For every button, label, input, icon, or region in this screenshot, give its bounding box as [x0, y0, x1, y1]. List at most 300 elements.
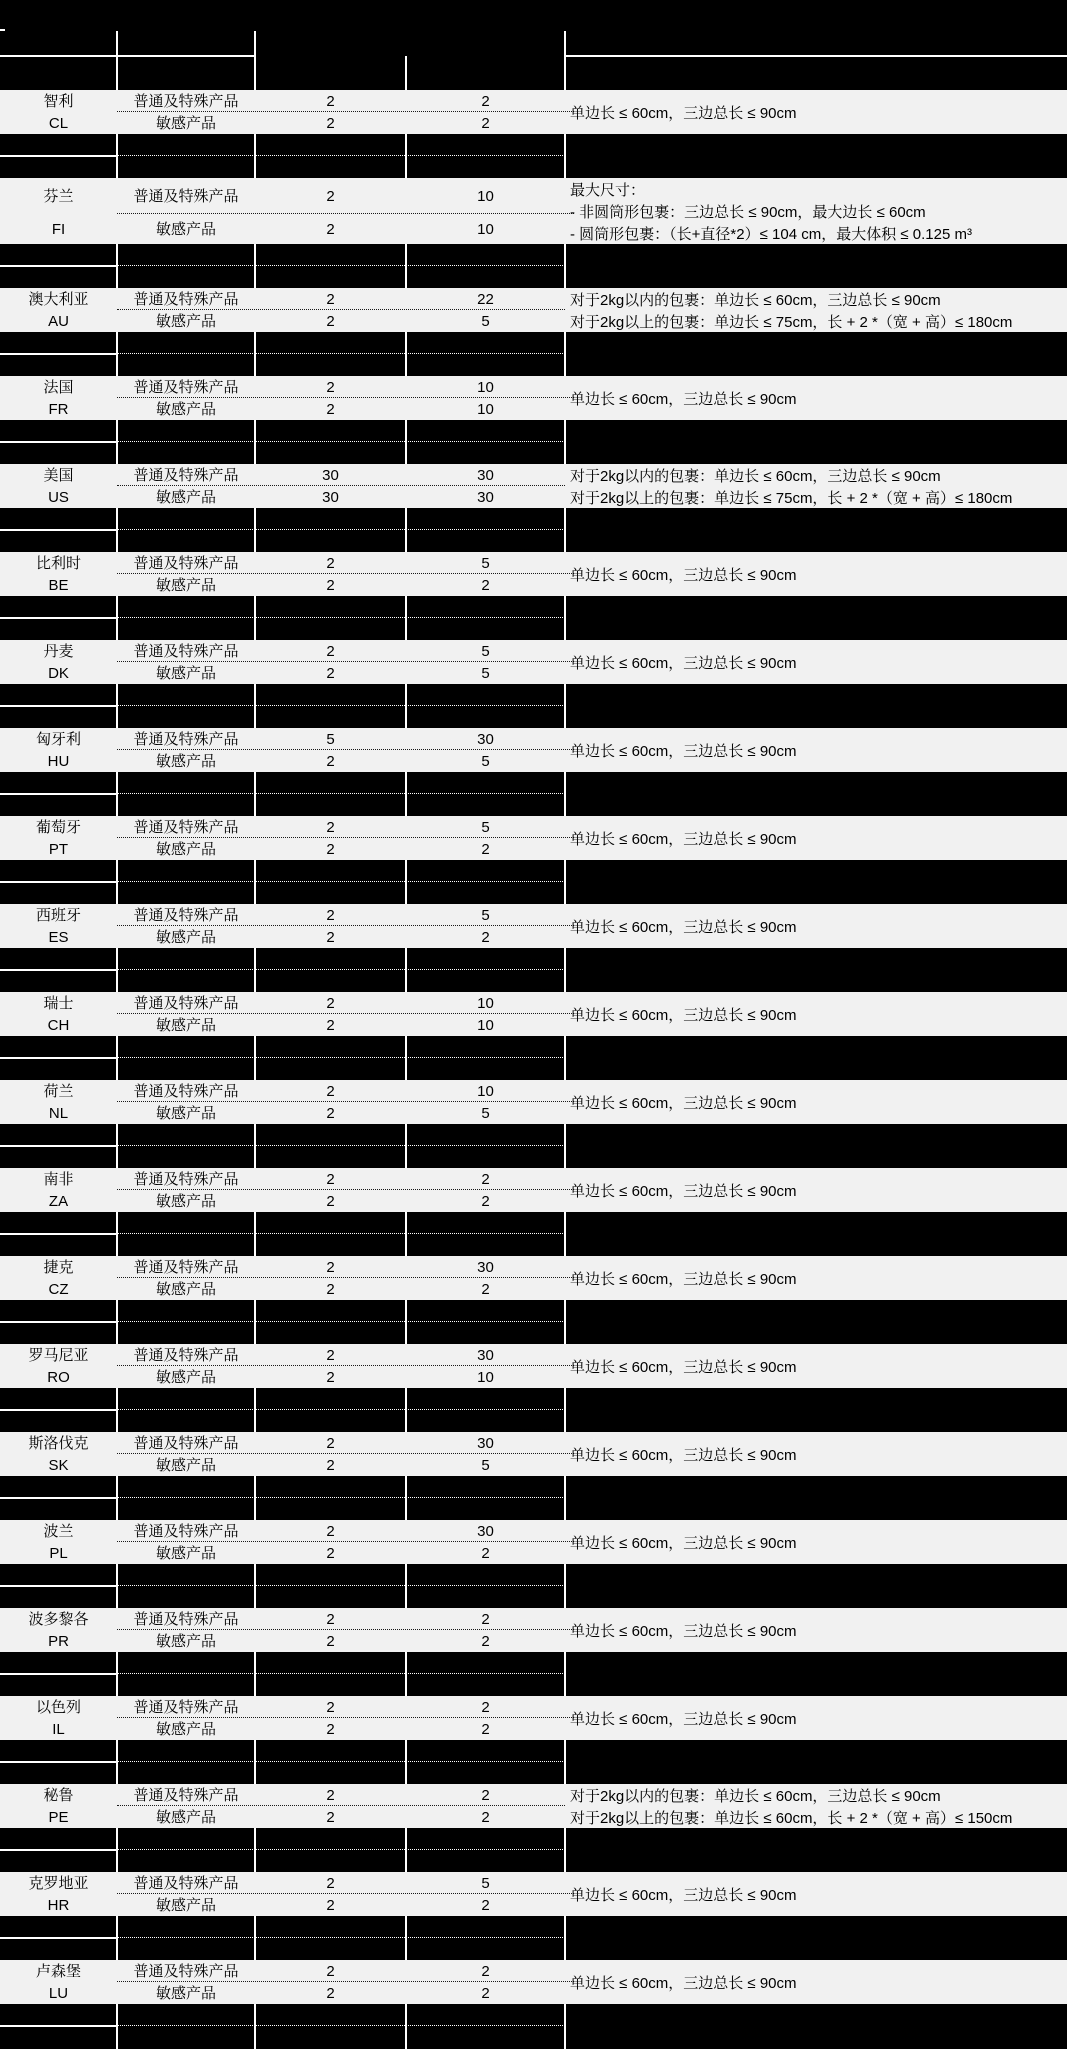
normal-value-2: 5	[481, 906, 490, 924]
size-limits-cell	[565, 1520, 1067, 1564]
grid-line	[405, 1652, 407, 1696]
sensitive-value-2: 5	[481, 664, 490, 682]
table-body	[0, 90, 1067, 2049]
grid-line	[564, 55, 1067, 57]
product-type-sensitive-label: 敏感产品	[155, 114, 216, 132]
row-divider-dotted-line	[117, 1981, 574, 1982]
normal-value-2: 30	[477, 1346, 494, 1364]
grid-line	[405, 1388, 407, 1432]
grid-line	[405, 948, 407, 992]
country-code: CL	[48, 114, 69, 132]
country-name: 丹麦	[43, 642, 74, 660]
grid-line	[116, 1388, 118, 1432]
grid-line	[564, 1740, 566, 1784]
grid-line	[254, 244, 256, 288]
product-type-sensitive-label: 敏感产品	[155, 488, 216, 506]
grid-line	[564, 134, 566, 178]
grid-line	[564, 508, 566, 552]
sensitive-value-1: 2	[326, 1104, 335, 1122]
size-limit-line: 单边长 ≤ 60cm，三边总长 ≤ 90cm	[570, 1710, 797, 1728]
grid-line	[116, 1212, 118, 1256]
separator-dotted-line	[117, 1761, 565, 1762]
grid-line	[0, 969, 116, 971]
sensitive-value-2: 10	[477, 1016, 494, 1034]
normal-value-1: 2	[326, 290, 335, 308]
country-block	[0, 1344, 1067, 1388]
row-divider-dotted-line	[117, 1277, 574, 1278]
size-limit-line: 单边长 ≤ 60cm，三边总长 ≤ 90cm	[570, 1534, 797, 1552]
normal-value-2: 2	[481, 1170, 490, 1188]
grid-line	[254, 420, 256, 464]
country-code: PE	[48, 1808, 69, 1826]
product-type-sensitive-label: 敏感产品	[155, 1896, 216, 1914]
normal-value-2: 30	[477, 1434, 494, 1452]
grid-line	[564, 860, 566, 904]
separator-band-blacked-out	[0, 860, 1067, 904]
sensitive-value-2: 2	[481, 1544, 490, 1562]
separator-band-blacked-out	[0, 420, 1067, 464]
grid-line	[0, 1145, 116, 1147]
country-code: BE	[48, 576, 69, 594]
sensitive-value-1: 2	[326, 220, 335, 238]
normal-value-1: 2	[326, 1874, 335, 1892]
normal-value-2: 2	[481, 1698, 490, 1716]
separator-band-blacked-out	[0, 2004, 1067, 2049]
grid-line	[0, 1761, 116, 1763]
grid-line	[0, 881, 116, 883]
separator-dotted-line	[117, 353, 565, 354]
size-limits-cell	[565, 90, 1067, 134]
grid-line	[254, 1212, 256, 1256]
size-limits-cell	[565, 640, 1067, 684]
country-name: 智利	[43, 92, 74, 110]
country-name: 以色列	[35, 1698, 81, 1716]
product-type-sensitive-label: 敏感产品	[155, 1808, 216, 1826]
country-code: NL	[48, 1104, 69, 1122]
size-limits-cell	[565, 552, 1067, 596]
grid-line	[405, 1036, 407, 1080]
product-type-normal-label: 普通及特殊产品	[133, 1698, 239, 1716]
row-divider-dotted-line	[117, 111, 574, 112]
grid-line	[0, 265, 116, 267]
country-code: CZ	[48, 1280, 69, 1298]
row-divider-dotted-line	[117, 837, 574, 838]
separator-dotted-line	[117, 441, 565, 442]
country-block	[0, 288, 1067, 332]
grid-line	[405, 1212, 407, 1256]
size-limits-cell	[565, 178, 1067, 244]
sensitive-value-2: 5	[481, 312, 490, 330]
grid-line	[254, 31, 256, 90]
separator-band-blacked-out	[0, 244, 1067, 288]
row-divider-dotted-line	[117, 749, 574, 750]
grid-line	[405, 332, 407, 376]
separator-dotted-line	[117, 881, 565, 882]
grid-line	[0, 353, 116, 355]
grid-line	[0, 29, 5, 31]
country-block	[0, 640, 1067, 684]
separator-dotted-line	[117, 1233, 565, 1234]
sensitive-value-2: 30	[477, 488, 494, 506]
grid-line	[405, 772, 407, 816]
product-type-normal-label: 普通及特殊产品	[133, 290, 239, 308]
grid-line	[405, 596, 407, 640]
normal-value-2: 10	[477, 1082, 494, 1100]
separator-band-blacked-out	[0, 1652, 1067, 1696]
grid-line	[116, 1916, 118, 1960]
normal-value-2: 10	[477, 187, 494, 205]
product-type-sensitive-label: 敏感产品	[155, 1720, 216, 1738]
country-name: 匈牙利	[35, 730, 81, 748]
sensitive-value-2: 2	[481, 928, 490, 946]
country-code: PT	[48, 840, 69, 858]
size-limits-cell	[565, 728, 1067, 772]
normal-value-2: 30	[477, 730, 494, 748]
size-limits-cell	[565, 1080, 1067, 1124]
country-name: 卢森堡	[35, 1962, 81, 1980]
separator-band-blacked-out	[0, 1388, 1067, 1432]
grid-line	[254, 1124, 256, 1168]
row-divider-dotted-line	[117, 1717, 574, 1718]
product-type-normal-label: 普通及特殊产品	[133, 642, 239, 660]
country-block	[0, 1608, 1067, 1652]
row-divider-dotted-line	[117, 1013, 574, 1014]
size-limit-line: 对于2kg以内的包裹：单边长 ≤ 60cm，三边总长 ≤ 90cm	[570, 467, 941, 485]
grid-line	[564, 332, 566, 376]
normal-value-2: 5	[481, 818, 490, 836]
normal-value-2: 10	[477, 994, 494, 1012]
size-limit-line: 单边长 ≤ 60cm，三边总长 ≤ 90cm	[570, 1358, 797, 1376]
normal-value-2: 2	[481, 1962, 490, 1980]
normal-value-1: 2	[326, 1258, 335, 1276]
grid-line	[0, 793, 116, 795]
product-type-sensitive-label: 敏感产品	[155, 312, 216, 330]
grid-line	[0, 155, 116, 157]
sensitive-value-2: 2	[481, 1984, 490, 2002]
normal-value-1: 2	[326, 1610, 335, 1628]
normal-value-1: 2	[326, 92, 335, 110]
country-block	[0, 816, 1067, 860]
grid-line	[0, 1409, 116, 1411]
grid-line	[116, 860, 118, 904]
size-limit-line: 单边长 ≤ 60cm，三边总长 ≤ 90cm	[570, 1446, 797, 1464]
size-limit-line: 单边长 ≤ 60cm，三边总长 ≤ 90cm	[570, 654, 797, 672]
country-code: CH	[47, 1016, 70, 1034]
country-block	[0, 728, 1067, 772]
size-limits-cell	[565, 816, 1067, 860]
grid-line	[405, 684, 407, 728]
row-divider-dotted-line	[117, 573, 574, 574]
grid-line	[405, 56, 407, 90]
country-code: US	[48, 488, 69, 506]
separator-band-blacked-out	[0, 1564, 1067, 1608]
grid-line	[564, 1916, 566, 1960]
product-type-sensitive-label: 敏感产品	[155, 1632, 216, 1650]
normal-value-2: 30	[477, 1522, 494, 1540]
product-type-sensitive-label: 敏感产品	[155, 752, 216, 770]
size-limit-line: 对于2kg以上的包裹：单边长 ≤ 60cm，长 + 2 *（宽 + 高）≤ 150cm	[570, 1809, 1013, 1827]
normal-value-1: 2	[326, 1170, 335, 1188]
sensitive-value-2: 2	[481, 1808, 490, 1826]
country-name: 葡萄牙	[35, 818, 81, 836]
country-name: 捷克	[43, 1258, 74, 1276]
country-code: ZA	[48, 1192, 69, 1210]
grid-line	[564, 1300, 566, 1344]
sensitive-value-2: 2	[481, 1280, 490, 1298]
normal-value-1: 2	[326, 1434, 335, 1452]
normal-value-1: 2	[326, 1786, 335, 1804]
product-type-sensitive-label: 敏感产品	[155, 1368, 216, 1386]
normal-value-1: 2	[326, 1082, 335, 1100]
country-name: 斯洛伐克	[28, 1434, 89, 1452]
grid-line	[116, 31, 118, 90]
grid-line	[254, 1300, 256, 1344]
grid-line	[254, 1652, 256, 1696]
normal-value-2: 22	[477, 290, 494, 308]
product-type-sensitive-label: 敏感产品	[155, 1456, 216, 1474]
country-block	[0, 1960, 1067, 2004]
country-block	[0, 464, 1067, 508]
grid-line	[254, 1476, 256, 1520]
size-limit-line: 单边长 ≤ 60cm，三边总长 ≤ 90cm	[570, 1006, 797, 1024]
product-type-sensitive-label: 敏感产品	[155, 220, 216, 238]
grid-line	[254, 332, 256, 376]
country-block	[0, 992, 1067, 1036]
size-limits-cell	[565, 992, 1067, 1036]
normal-value-1: 2	[326, 994, 335, 1012]
sensitive-value-1: 2	[326, 1808, 335, 1826]
normal-value-2: 5	[481, 642, 490, 660]
grid-line	[116, 244, 118, 288]
size-limits-cell	[565, 1608, 1067, 1652]
normal-value-1: 2	[326, 187, 335, 205]
size-limits-cell	[565, 464, 1067, 508]
country-code: AU	[48, 312, 69, 330]
grid-line	[254, 2004, 256, 2049]
country-name: 美国	[43, 466, 74, 484]
country-block	[0, 1080, 1067, 1124]
product-type-sensitive-label: 敏感产品	[155, 1104, 216, 1122]
product-type-normal-label: 普通及特殊产品	[133, 187, 239, 205]
grid-line	[564, 596, 566, 640]
country-block	[0, 1256, 1067, 1300]
row-divider-dotted-line	[117, 1189, 574, 1190]
country-code: FR	[48, 400, 69, 418]
separator-dotted-line	[117, 1145, 565, 1146]
grid-line	[116, 772, 118, 816]
grid-line	[0, 1233, 116, 1235]
normal-value-2: 2	[481, 1786, 490, 1804]
product-type-normal-label: 普通及特殊产品	[133, 1874, 239, 1892]
size-limit-line: - 圆筒形包裹：（长+直径*2）≤ 104 cm，最大体积 ≤ 0.125 m³	[570, 225, 972, 243]
grid-line	[564, 1476, 566, 1520]
grid-line	[116, 1740, 118, 1784]
grid-line	[405, 508, 407, 552]
grid-line	[254, 1564, 256, 1608]
grid-line	[116, 1476, 118, 1520]
separator-dotted-line	[117, 1673, 565, 1674]
country-code: LU	[48, 1984, 69, 2002]
product-type-sensitive-label: 敏感产品	[155, 1192, 216, 1210]
grid-line	[0, 617, 116, 619]
size-limits-cell	[565, 1960, 1067, 2004]
grid-line	[564, 1564, 566, 1608]
product-type-normal-label: 普通及特殊产品	[133, 1434, 239, 1452]
size-limit-line: 单边长 ≤ 60cm，三边总长 ≤ 90cm	[570, 918, 797, 936]
separator-dotted-line	[117, 1585, 565, 1586]
sensitive-value-1: 2	[326, 1368, 335, 1386]
normal-value-2: 30	[477, 1258, 494, 1276]
separator-dotted-line	[117, 1497, 565, 1498]
grid-line	[116, 508, 118, 552]
grid-line	[564, 772, 566, 816]
separator-band-blacked-out	[0, 1300, 1067, 1344]
table-header-blacked-out	[0, 0, 1067, 90]
grid-line	[564, 420, 566, 464]
size-limits-cell	[565, 1432, 1067, 1476]
grid-line	[405, 1476, 407, 1520]
size-limit-line: 单边长 ≤ 60cm，三边总长 ≤ 90cm	[570, 1182, 797, 1200]
grid-line	[254, 684, 256, 728]
product-type-normal-label: 普通及特殊产品	[133, 1170, 239, 1188]
grid-line	[564, 684, 566, 728]
country-code: IL	[52, 1720, 65, 1738]
separator-dotted-line	[117, 1321, 565, 1322]
separator-band-blacked-out	[0, 134, 1067, 178]
sensitive-value-2: 5	[481, 752, 490, 770]
country-block	[0, 1872, 1067, 1916]
grid-line	[254, 1740, 256, 1784]
separator-band-blacked-out	[0, 508, 1067, 552]
separator-dotted-line	[117, 1937, 565, 1938]
row-divider-dotted-line	[117, 1629, 574, 1630]
sensitive-value-2: 10	[477, 220, 494, 238]
row-divider-dotted-line	[117, 397, 574, 398]
country-block	[0, 178, 1067, 244]
separator-dotted-line	[117, 529, 565, 530]
grid-line	[564, 1652, 566, 1696]
sensitive-value-1: 2	[326, 1456, 335, 1474]
grid-line	[116, 1564, 118, 1608]
product-type-sensitive-label: 敏感产品	[155, 928, 216, 946]
normal-value-1: 2	[326, 1346, 335, 1364]
separator-dotted-line	[117, 793, 565, 794]
size-limits-cell	[565, 1696, 1067, 1740]
separator-dotted-line	[117, 2025, 565, 2026]
separator-dotted-line	[117, 1409, 565, 1410]
separator-dotted-line	[117, 1849, 565, 1850]
normal-value-1: 2	[326, 378, 335, 396]
sensitive-value-1: 2	[326, 1984, 335, 2002]
sensitive-value-2: 2	[481, 576, 490, 594]
size-limits-cell	[565, 1784, 1067, 1828]
country-name: 瑞士	[43, 994, 74, 1012]
grid-line	[405, 134, 407, 178]
product-type-normal-label: 普通及特殊产品	[133, 1258, 239, 1276]
separator-dotted-line	[117, 617, 565, 618]
product-type-normal-label: 普通及特殊产品	[133, 994, 239, 1012]
country-name: 南非	[43, 1170, 74, 1188]
size-limit-line: 对于2kg以上的包裹：单边长 ≤ 75cm，长 + 2 *（宽 + 高）≤ 180cm	[570, 313, 1013, 331]
product-type-sensitive-label: 敏感产品	[155, 1544, 216, 1562]
normal-value-1: 2	[326, 1962, 335, 1980]
grid-line	[116, 420, 118, 464]
size-limit-line: 单边长 ≤ 60cm，三边总长 ≤ 90cm	[570, 390, 797, 408]
country-block	[0, 1520, 1067, 1564]
separator-band-blacked-out	[0, 1124, 1067, 1168]
product-type-normal-label: 普通及特殊产品	[133, 906, 239, 924]
country-code: ES	[48, 928, 69, 946]
grid-line	[0, 2025, 116, 2027]
separator-dotted-line	[117, 1057, 565, 1058]
normal-value-2: 5	[481, 1874, 490, 1892]
sensitive-value-2: 2	[481, 1896, 490, 1914]
normal-value-1: 30	[322, 466, 339, 484]
grid-line	[254, 1388, 256, 1432]
normal-value-1: 2	[326, 1522, 335, 1540]
grid-line	[254, 1828, 256, 1872]
grid-line	[254, 596, 256, 640]
grid-line	[254, 860, 256, 904]
normal-value-1: 2	[326, 1698, 335, 1716]
sensitive-value-2: 2	[481, 1192, 490, 1210]
normal-value-1: 2	[326, 642, 335, 660]
row-divider-dotted-line	[117, 1541, 574, 1542]
size-limit-line: 单边长 ≤ 60cm，三边总长 ≤ 90cm	[570, 1094, 797, 1112]
product-type-normal-label: 普通及特殊产品	[133, 1082, 239, 1100]
product-type-normal-label: 普通及特殊产品	[133, 1522, 239, 1540]
row-divider-dotted-line	[117, 1893, 574, 1894]
product-type-sensitive-label: 敏感产品	[155, 664, 216, 682]
sensitive-value-1: 2	[326, 1896, 335, 1914]
grid-line	[0, 1585, 116, 1587]
grid-line	[405, 860, 407, 904]
sensitive-value-1: 2	[326, 752, 335, 770]
normal-value-2: 30	[477, 466, 494, 484]
product-type-normal-label: 普通及特殊产品	[133, 1962, 239, 1980]
country-name: 西班牙	[35, 906, 81, 924]
grid-line	[116, 134, 118, 178]
sensitive-value-1: 2	[326, 400, 335, 418]
normal-value-2: 5	[481, 554, 490, 572]
sensitive-value-1: 2	[326, 840, 335, 858]
sensitive-value-1: 2	[326, 664, 335, 682]
grid-line	[405, 1300, 407, 1344]
size-limits-cell	[565, 1256, 1067, 1300]
normal-value-2: 2	[481, 1610, 490, 1628]
grid-line	[564, 1036, 566, 1080]
grid-line	[116, 948, 118, 992]
country-block	[0, 1784, 1067, 1828]
size-limits-cell	[565, 1872, 1067, 1916]
separator-band-blacked-out	[0, 1212, 1067, 1256]
size-limit-line: 对于2kg以内的包裹：单边长 ≤ 60cm，三边总长 ≤ 90cm	[570, 1787, 941, 1805]
grid-line	[0, 1937, 116, 1939]
sensitive-value-1: 2	[326, 1544, 335, 1562]
separator-band-blacked-out	[0, 948, 1067, 992]
normal-value-2: 2	[481, 92, 490, 110]
grid-line	[116, 332, 118, 376]
grid-line	[116, 684, 118, 728]
separator-band-blacked-out	[0, 772, 1067, 816]
product-type-sensitive-label: 敏感产品	[155, 1984, 216, 2002]
grid-line	[0, 55, 256, 57]
grid-line	[116, 1300, 118, 1344]
size-limit-line: 单边长 ≤ 60cm，三边总长 ≤ 90cm	[570, 1974, 797, 1992]
grid-line	[405, 420, 407, 464]
product-type-normal-label: 普通及特殊产品	[133, 378, 239, 396]
size-limit-line: 单边长 ≤ 60cm，三边总长 ≤ 90cm	[570, 1886, 797, 1904]
